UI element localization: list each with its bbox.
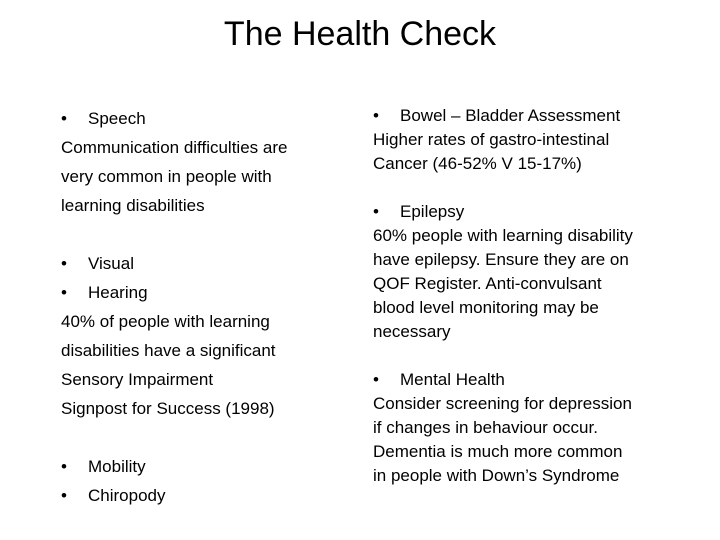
bullet-item-bowel	[373, 104, 703, 128]
bullet-icon: •	[373, 106, 379, 125]
right-column	[373, 104, 703, 488]
sensory-text-line: 40% of people with learning	[61, 312, 270, 331]
epilepsy-text-line: have epilepsy. Ensure they are on	[373, 250, 629, 269]
bullet-item-hearing	[61, 278, 351, 307]
bullet-icon: •	[61, 283, 67, 302]
mental-health-heading: Mental Health	[400, 370, 505, 389]
sensory-text-line: Signpost for Success (1998)	[61, 399, 275, 418]
bowel-heading: Bowel – Bladder Assessment	[400, 106, 621, 125]
bullet-icon: •	[373, 370, 379, 389]
bowel-text-line: Higher rates of gastro-intestinal	[373, 130, 610, 149]
speech-text-line: Communication difficulties are	[61, 138, 288, 157]
speech-heading: Speech	[88, 109, 146, 128]
bowel-section	[373, 104, 703, 176]
bullet-icon: •	[61, 109, 67, 128]
bullet-item-mental-health	[373, 368, 703, 392]
epilepsy-text-line: QOF Register. Anti-convulsant	[373, 274, 602, 293]
epilepsy-section	[373, 200, 703, 344]
bowel-text-line: Cancer (46-52% V 15-17%)	[373, 154, 582, 173]
bullet-item-speech	[61, 104, 351, 133]
spacer	[61, 220, 351, 249]
mental-health-section	[373, 368, 703, 488]
speech-text-line: very common in people with	[61, 167, 272, 186]
chiropody-heading: Chiropody	[88, 486, 166, 505]
spacer	[373, 344, 703, 368]
bullet-item-visual	[61, 249, 351, 278]
mental-health-text-line: if changes in behaviour occur.	[373, 418, 598, 437]
epilepsy-text-line: blood level monitoring may be	[373, 298, 599, 317]
hearing-heading: Hearing	[88, 283, 148, 302]
mental-health-text-line: Dementia is much more common	[373, 442, 623, 461]
bullet-icon: •	[61, 254, 67, 273]
slide-title: The Health Check	[223, 15, 497, 53]
epilepsy-text-line: 60% people with learning disability	[373, 226, 633, 245]
bullet-icon: •	[61, 457, 67, 476]
sensory-text-line: disabilities have a significant	[61, 341, 276, 360]
spacer	[61, 423, 351, 452]
mental-health-text-line: Consider screening for depression	[373, 394, 632, 413]
bullet-icon: •	[61, 486, 67, 505]
mobility-heading: Mobility	[88, 457, 146, 476]
visual-heading: Visual	[88, 254, 134, 273]
bullet-item-chiropody	[61, 481, 351, 510]
bullet-item-mobility	[61, 452, 351, 481]
epilepsy-heading: Epilepsy	[400, 202, 465, 221]
sensory-text-line: Sensory Impairment	[61, 370, 214, 389]
speech-section	[61, 104, 351, 220]
spacer	[373, 176, 703, 200]
mobility-section	[61, 452, 351, 510]
bullet-icon: •	[373, 202, 379, 221]
left-column	[61, 104, 351, 510]
mental-health-text-line: in people with Down’s Syndrome	[373, 466, 620, 485]
speech-text-line: learning disabilities	[61, 196, 205, 215]
epilepsy-text-line: necessary	[373, 322, 451, 341]
sensory-section	[61, 249, 351, 423]
bullet-item-epilepsy	[373, 200, 703, 224]
